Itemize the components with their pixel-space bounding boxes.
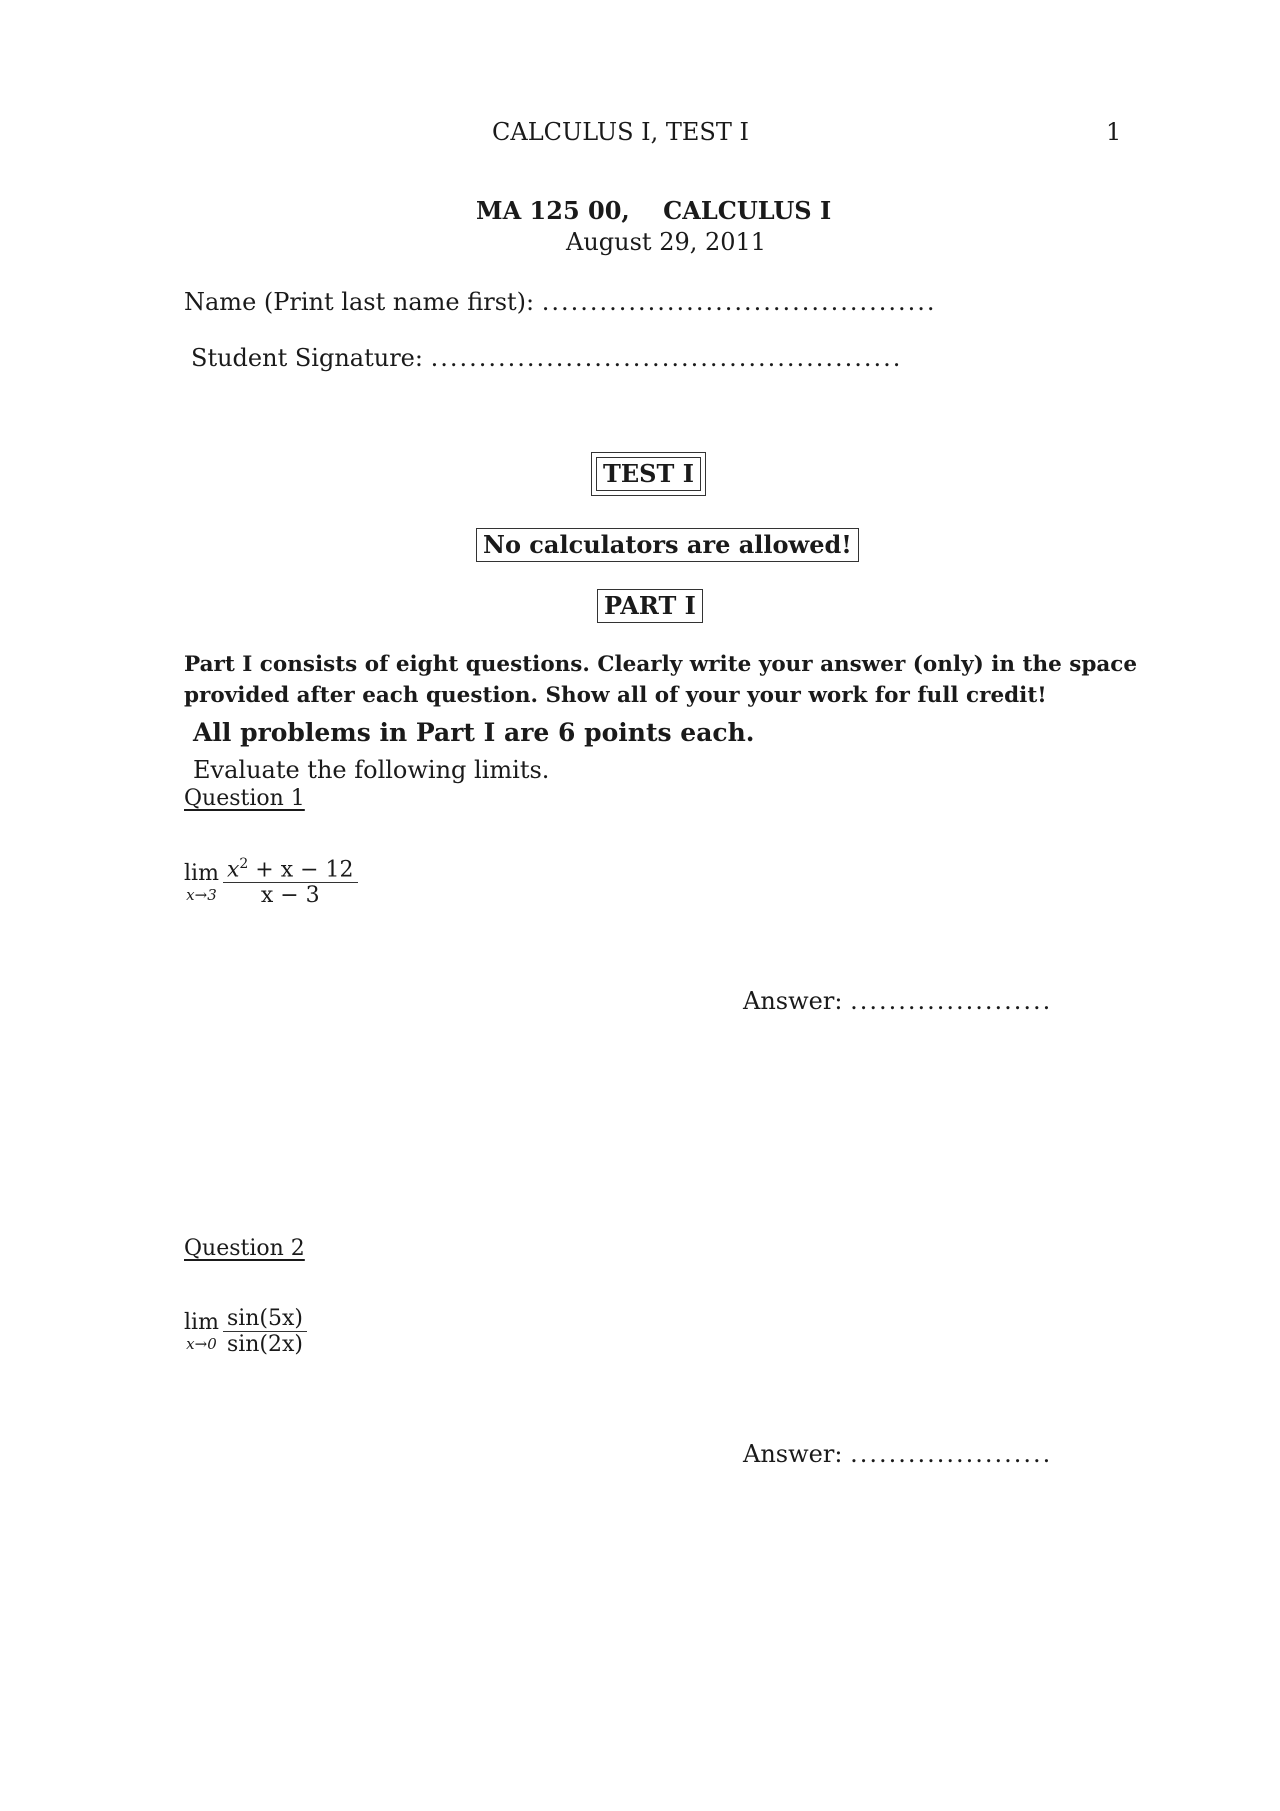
lim-subscript: x→3 bbox=[186, 885, 217, 904]
fraction-numerator: sin(5x) bbox=[223, 1306, 307, 1332]
signature-field[interactable] bbox=[191, 344, 902, 372]
part-banner: PART I bbox=[597, 589, 703, 623]
fraction bbox=[223, 1306, 307, 1357]
question-1-label: Question 1 bbox=[184, 786, 305, 811]
question-1-expression bbox=[184, 856, 358, 908]
no-calculators-banner: No calculators are allowed! bbox=[476, 528, 859, 562]
question-1-answer-field[interactable] bbox=[743, 987, 1052, 1015]
answer-dotted-line: ..................... bbox=[850, 987, 1053, 1015]
fraction-numerator bbox=[223, 856, 358, 883]
points-note: All problems in Part I are 6 points each. bbox=[193, 718, 755, 747]
limit-operator bbox=[184, 861, 219, 904]
name-label: Name (Print last name first): bbox=[184, 288, 535, 316]
fraction bbox=[223, 856, 358, 908]
numerator-rest: + x − 12 bbox=[248, 857, 354, 883]
exam-date: August 29, 2011 bbox=[566, 228, 767, 256]
page-number: 1 bbox=[1106, 118, 1122, 146]
numerator-exponent: 2 bbox=[239, 856, 249, 872]
limit-operator bbox=[184, 1310, 219, 1353]
course-title: MA 125 00, CALCULUS I bbox=[476, 196, 832, 225]
lim-subscript: x→0 bbox=[186, 1335, 217, 1353]
question-2-answer-field[interactable] bbox=[743, 1440, 1052, 1468]
instructions-line-2: provided after each question. Show all of your your work for full credit! bbox=[184, 683, 1047, 708]
question-2-label: Question 2 bbox=[184, 1236, 305, 1261]
name-field[interactable] bbox=[184, 288, 937, 316]
test-banner-label: TEST I bbox=[596, 457, 701, 491]
question-2-expression bbox=[184, 1306, 307, 1357]
lim-word: lim bbox=[184, 1310, 219, 1335]
answer-label: Answer: bbox=[743, 1440, 843, 1468]
fraction-denominator: x − 3 bbox=[260, 883, 320, 909]
answer-label: Answer: bbox=[743, 987, 843, 1015]
test-banner bbox=[591, 452, 706, 496]
instructions-line-1: Part I consists of eight questions. Clearly write your answer (only) in the space bbox=[184, 652, 1138, 677]
signature-label: Student Signature: bbox=[191, 344, 423, 372]
running-title: CALCULUS I, TEST I bbox=[492, 118, 749, 146]
name-dotted-line: ......................................... bbox=[541, 288, 937, 316]
lim-word: lim bbox=[184, 860, 219, 886]
fraction-denominator: sin(2x) bbox=[226, 1332, 304, 1357]
evaluate-instruction: Evaluate the following limits. bbox=[193, 756, 550, 784]
numerator-base: x bbox=[226, 857, 240, 883]
signature-dotted-line: ................................................. bbox=[430, 344, 903, 372]
answer-dotted-line: ..................... bbox=[850, 1440, 1053, 1468]
